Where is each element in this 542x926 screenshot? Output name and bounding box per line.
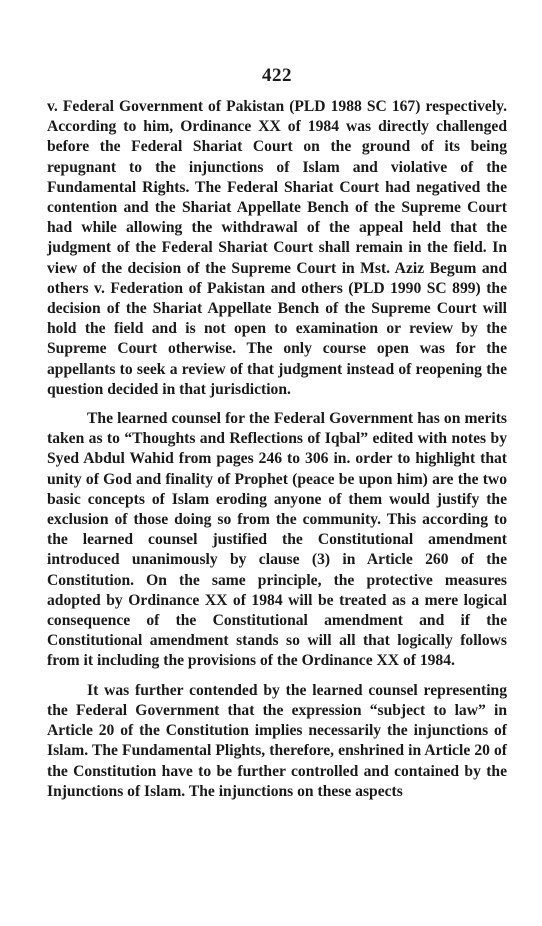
paragraph-counsel-merits: The learned counsel for the Federal Government has on merits taken as to “Thoughts and Reflections of Iqbal” edited with notes by Syed Abdul Wahid from pages 246 to 306 in. order to highlight that unity of God and finality of Prophet (peace be upon him) are the two basic concepts of Islam eroding anyone of them would justify the exclusion of those doing so from the community. This according to the learned counsel justified the Constitutional amendment introduced unanimously by clause (3) in Article 260 of the Constitution. On the same principle, the protective measures adopted by Ordinance XX of 1984 will be treated as a mere logical consequence of the Constitutional amendment and if the Constitutional amendment stands so will all that logically follows from it including the provisions of the Ordinance XX of 1984.	[47, 410, 507, 670]
paragraph-continuation: v. Federal Government of Pakistan (PLD 1988 SC 167) respectively. According to him, Ordinance XX of 1984 was directly challenged before the Federal Shariat Court on the ground of its being repugnant to the injunctions of Islam and violative of the Fundamental Rights. The Federal Shariat Court had negatived the contention and the Shariat Appellate Bench of the Supreme Court had while allowing the withdrawal of the appeal held that the judgment of the Federal Shariat Court shall remain in the field. In view of the decision of the Supreme Court in Mst. Aziz Begum and others v. Federation of Pakistan and others (PLD 1990 SC 899) the decision of the Shariat Appellate Bench of the Supreme Court will hold the field and is not open to examination or review by the Supreme Court otherwise. The only course open was for the appellants to seek a review of that judgment instead of reopening the question decided in that jurisdiction.	[47, 98, 507, 398]
paragraph-subject-to-law: It was further contended by the learned counsel representing the Federal Government that the expression “subject to law” in Article 20 of the Constitution implies necessarily the injunctions of Islam. The Fundamental Plights, therefore, enshrined in Article 20 of the Constitution have to be further controlled and contained by the Injunctions of Islam. The injunctions on these aspects	[47, 681, 507, 800]
page-number: 422	[262, 65, 292, 86]
body-text	[47, 97, 507, 802]
